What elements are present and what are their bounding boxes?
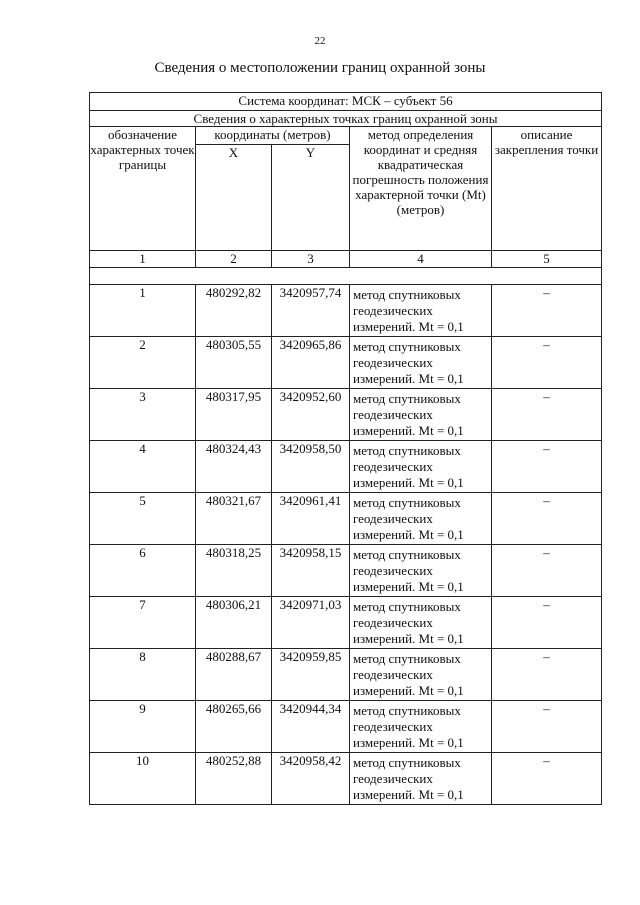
description-header: описание закрепления точки	[492, 127, 602, 251]
description-cell: –	[492, 285, 602, 337]
column-numbers-row	[90, 251, 602, 268]
method-cell: метод спутниковых геодезических измерений. Mt = 0,1	[350, 441, 492, 493]
description-cell: –	[492, 337, 602, 389]
y-header: Y	[272, 145, 350, 251]
y-coordinate-cell: 3420958,50	[272, 441, 350, 493]
method-cell: метод спутниковых геодезических измерений. Mt = 0,1	[350, 337, 492, 389]
method-cell: метод спутниковых геодезических измерений. Mt = 0,1	[350, 753, 492, 805]
y-coordinate-cell: 3420965,86	[272, 337, 350, 389]
y-coordinate-cell: 3420971,03	[272, 597, 350, 649]
method-cell: метод спутниковых геодезических измерений. Mt = 0,1	[350, 701, 492, 753]
table-row	[90, 545, 602, 597]
description-cell: –	[492, 493, 602, 545]
point-cell: 3	[90, 389, 196, 441]
description-cell: –	[492, 597, 602, 649]
description-cell: –	[492, 701, 602, 753]
document-title: Сведения о местоположении границ охранной зоны	[154, 60, 486, 76]
x-coordinate-cell: 480321,67	[196, 493, 272, 545]
x-header: X	[196, 145, 272, 251]
table-row	[90, 337, 602, 389]
table-row	[90, 649, 602, 701]
y-coordinate-cell: 3420944,34	[272, 701, 350, 753]
point-cell: 7	[90, 597, 196, 649]
table-row	[90, 441, 602, 493]
x-coordinate-cell: 480288,67	[196, 649, 272, 701]
method-cell: метод спутниковых геодезических измерений. Mt = 0,1	[350, 597, 492, 649]
table-row	[90, 493, 602, 545]
description-cell: –	[492, 441, 602, 493]
point-cell: 9	[90, 701, 196, 753]
column-number: 1	[90, 251, 196, 268]
method-header: метод определения координат и средняя квадратическая погрешность положения характерной точки (Mt) (метров)	[350, 127, 492, 251]
x-coordinate-cell: 480318,25	[196, 545, 272, 597]
spacer-cell	[90, 268, 602, 285]
points-info-header: Сведения о характерных точках границ охранной зоны	[90, 111, 602, 127]
x-coordinate-cell: 480317,95	[196, 389, 272, 441]
table-row	[90, 285, 602, 337]
method-cell: метод спутниковых геодезических измерений. Mt = 0,1	[350, 285, 492, 337]
table-row	[90, 597, 602, 649]
coords-header: координаты (метров)	[196, 127, 350, 145]
y-coordinate-cell: 3420958,42	[272, 753, 350, 805]
table-row	[90, 753, 602, 805]
method-cell: метод спутниковых геодезических измерений. Mt = 0,1	[350, 493, 492, 545]
point-cell: 2	[90, 337, 196, 389]
x-coordinate-cell: 480306,21	[196, 597, 272, 649]
description-cell: –	[492, 649, 602, 701]
y-coordinate-cell: 3420957,74	[272, 285, 350, 337]
method-cell: метод спутниковых геодезических измерений. Mt = 0,1	[350, 649, 492, 701]
coordinates-table	[89, 92, 602, 805]
point-cell: 1	[90, 285, 196, 337]
y-coordinate-cell: 3420958,15	[272, 545, 350, 597]
x-coordinate-cell: 480252,88	[196, 753, 272, 805]
page-number: 22	[314, 35, 326, 47]
point-cell: 5	[90, 493, 196, 545]
point-cell: 6	[90, 545, 196, 597]
y-coordinate-cell: 3420959,85	[272, 649, 350, 701]
x-coordinate-cell: 480292,82	[196, 285, 272, 337]
designation-header: обозначение характерных точек границы	[90, 127, 196, 251]
table-row	[90, 701, 602, 753]
column-number: 2	[196, 251, 272, 268]
column-number: 4	[350, 251, 492, 268]
spacer-row	[90, 268, 602, 285]
y-coordinate-cell: 3420952,60	[272, 389, 350, 441]
x-coordinate-cell: 480324,43	[196, 441, 272, 493]
column-number: 3	[272, 251, 350, 268]
method-cell: метод спутниковых геодезических измерений. Mt = 0,1	[350, 545, 492, 597]
x-coordinate-cell: 480265,66	[196, 701, 272, 753]
description-cell: –	[492, 753, 602, 805]
y-coordinate-cell: 3420961,41	[272, 493, 350, 545]
x-coordinate-cell: 480305,55	[196, 337, 272, 389]
description-cell: –	[492, 389, 602, 441]
table-row	[90, 389, 602, 441]
description-cell: –	[492, 545, 602, 597]
point-cell: 10	[90, 753, 196, 805]
column-number: 5	[492, 251, 602, 268]
point-cell: 8	[90, 649, 196, 701]
coordinate-system-cell: Система координат: МСК – субъект 56	[90, 93, 602, 111]
method-cell: метод спутниковых геодезических измерений. Mt = 0,1	[350, 389, 492, 441]
point-cell: 4	[90, 441, 196, 493]
